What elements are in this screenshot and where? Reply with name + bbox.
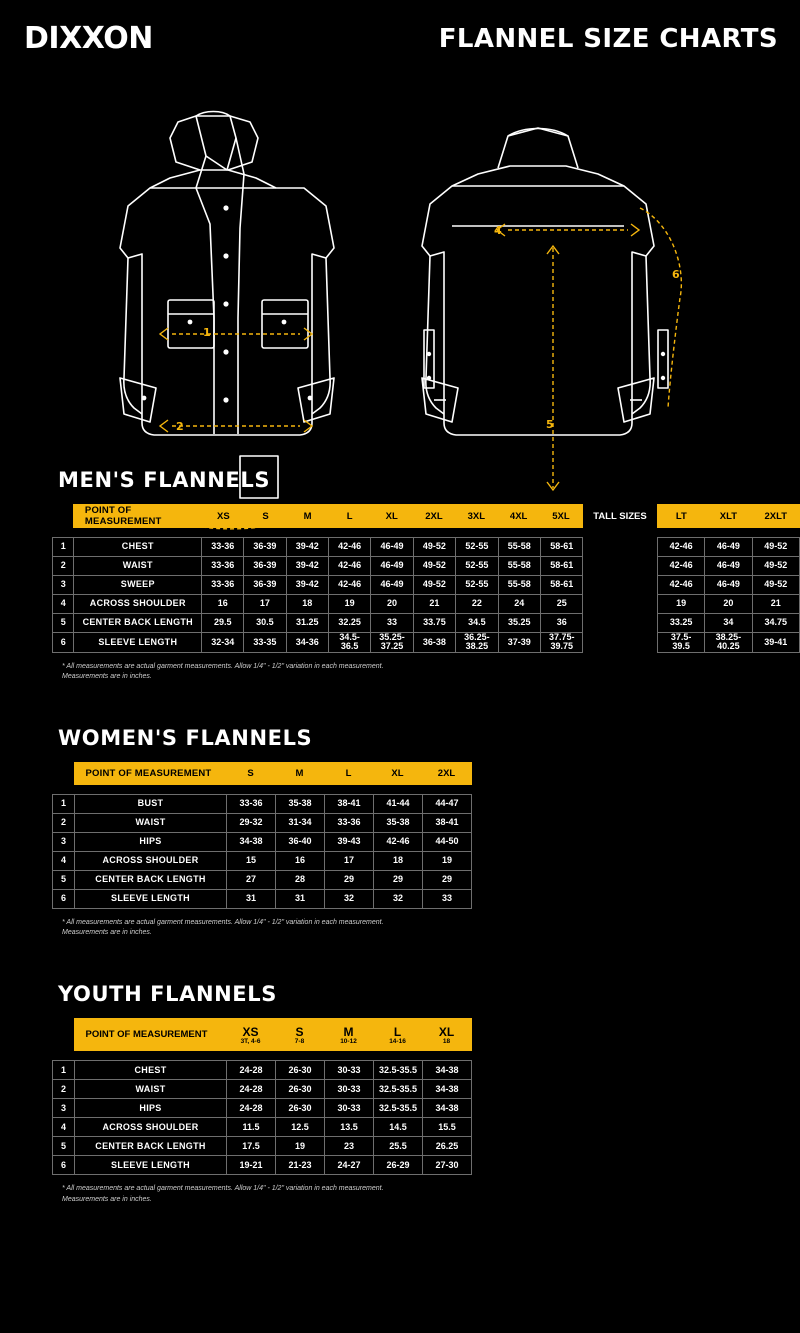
footnote-line-1: * All measurements are actual garment measurements. Allow 1/4" - 1/2" variation in each measurement.	[62, 662, 384, 670]
cell: 35-38	[276, 795, 325, 814]
cell: 36-39	[244, 576, 286, 595]
table-row	[53, 814, 472, 833]
table-row	[53, 1137, 472, 1156]
cell: 18	[286, 595, 328, 614]
cell: 16	[276, 852, 325, 871]
cell: 17	[325, 852, 374, 871]
mens-col-5xl: 5XL	[540, 505, 582, 528]
cell: 52-55	[456, 557, 498, 576]
cell: 29	[374, 871, 423, 890]
mens-col-xlt: XLT	[705, 505, 752, 528]
cell: 39-43	[325, 833, 374, 852]
callout-6: 6	[672, 268, 680, 281]
cell: 21	[752, 595, 799, 614]
row-num: 3	[53, 833, 75, 852]
cell: 38-41	[423, 814, 472, 833]
row-num: 5	[53, 1137, 75, 1156]
cell: 31	[227, 890, 276, 909]
womens-col-2xl: 2XL	[422, 763, 471, 785]
row-num: 4	[53, 595, 74, 614]
cell: 33-36	[202, 538, 244, 557]
table-row	[53, 1080, 472, 1099]
footnote-line-2: Measurements are in inches.	[62, 673, 152, 681]
mens-col-xs: XS	[202, 505, 244, 528]
cell: 23	[325, 1137, 374, 1156]
youth-col-xl	[422, 1019, 471, 1051]
cell: 55-58	[498, 538, 540, 557]
row-label: BUST	[75, 795, 227, 814]
cell: 42-46	[328, 538, 370, 557]
youth-size-label: XS	[242, 1025, 259, 1040]
cell: 46-49	[705, 538, 752, 557]
mens-tall-sizes-header: TALL SIZES	[582, 505, 658, 528]
spacer-cell	[583, 614, 658, 633]
table-row	[53, 1156, 472, 1175]
cell: 42-46	[658, 557, 705, 576]
cell: 38-41	[325, 795, 374, 814]
cell: 39-42	[286, 538, 328, 557]
callout-3: 3	[204, 514, 212, 527]
cell: 42-46	[658, 576, 705, 595]
cell: 24-27	[325, 1156, 374, 1175]
cell: 39-41	[752, 633, 799, 653]
page-title: FLANNEL SIZE CHARTS	[438, 24, 778, 54]
cell: 35.25- 37.25	[371, 633, 413, 653]
cell: 31	[276, 890, 325, 909]
cell: 31.25	[286, 614, 328, 633]
row-num: 2	[53, 557, 74, 576]
row-num: 4	[53, 1118, 75, 1137]
row-label: CHEST	[75, 1061, 227, 1080]
womens-section	[0, 726, 800, 938]
cell: 17	[244, 595, 286, 614]
cell: 29	[325, 871, 374, 890]
youth-age-label: 18	[442, 1038, 451, 1046]
cell: 46-49	[371, 557, 413, 576]
womens-col-pom: POINT OF MEASUREMENT	[74, 763, 226, 785]
youth-size-label: L	[393, 1025, 402, 1040]
youth-age-label: 14-16	[389, 1038, 406, 1046]
cell: 39-42	[286, 557, 328, 576]
mens-title: MEN'S FLANNELS	[58, 468, 271, 492]
table-row	[53, 1118, 472, 1137]
cell: 21	[413, 595, 455, 614]
cell: 32.5-35.5	[374, 1080, 423, 1099]
youth-table	[52, 1060, 472, 1175]
table-row	[53, 833, 472, 852]
table-row	[53, 890, 472, 909]
footnote-line-1: * All measurements are actual garment measurements. Allow 1/4" - 1/2" variation in each measurement.	[62, 1185, 384, 1193]
cell: 49-52	[413, 576, 455, 595]
cell: 49-52	[752, 576, 799, 595]
cell: 20	[705, 595, 752, 614]
spacer-cell	[52, 505, 73, 528]
mens-header-row	[52, 504, 800, 528]
cell: 35-38	[374, 814, 423, 833]
youth-header-row	[52, 1018, 472, 1051]
youth-col-pom: POINT OF MEASUREMENT	[74, 1019, 226, 1051]
womens-col-m: M	[275, 763, 324, 785]
row-label: WAIST	[74, 557, 202, 576]
cell: 42-46	[374, 833, 423, 852]
cell: 33	[423, 890, 472, 909]
mens-col-s: S	[245, 505, 287, 528]
cell: 39-42	[286, 576, 328, 595]
row-num: 3	[53, 1099, 75, 1118]
youth-size-label: XL	[438, 1025, 455, 1040]
cell: 42-46	[328, 576, 370, 595]
cell: 49-52	[752, 557, 799, 576]
cell: 15	[227, 852, 276, 871]
spacer-cell	[52, 763, 74, 785]
cell: 25.5	[374, 1137, 423, 1156]
cell: 46-49	[371, 538, 413, 557]
row-label: ACROSS SHOULDER	[75, 852, 227, 871]
cell: 33.75	[413, 614, 455, 633]
womens-col-xl: XL	[373, 763, 422, 785]
cell: 55-58	[498, 557, 540, 576]
cell: 14.5	[374, 1118, 423, 1137]
cell: 33-35	[244, 633, 286, 653]
cell: 52-55	[456, 576, 498, 595]
cell: 41-44	[374, 795, 423, 814]
youth-section	[0, 982, 800, 1204]
cell: 46-49	[371, 576, 413, 595]
cell: 36-38	[413, 633, 455, 653]
cell: 32.5-35.5	[374, 1061, 423, 1080]
cell: 34-38	[423, 1099, 472, 1118]
row-label: CENTER BACK LENGTH	[74, 614, 202, 633]
youth-col-l	[373, 1019, 422, 1051]
mens-table	[52, 537, 800, 653]
cell: 19	[328, 595, 370, 614]
cell: 26-30	[276, 1061, 325, 1080]
mens-col-lt: LT	[658, 505, 705, 528]
cell: 22	[456, 595, 498, 614]
mens-col-xl: XL	[371, 505, 413, 528]
row-label: WAIST	[75, 814, 227, 833]
cell: 33	[371, 614, 413, 633]
footnote-line-1: * All measurements are actual garment measurements. Allow 1/4" - 1/2" variation in each measurement.	[62, 919, 384, 927]
mens-col-pom: POINT OF MEASUREMENT	[73, 505, 202, 528]
youth-col-m	[324, 1019, 373, 1051]
youth-age-label: 3T, 4-6	[240, 1038, 261, 1046]
cell: 34.75	[752, 614, 799, 633]
cell: 36.25- 38.25	[456, 633, 498, 653]
row-label: CHEST	[74, 538, 202, 557]
womens-title: WOMEN'S FLANNELS	[58, 726, 313, 751]
cell: 27	[227, 871, 276, 890]
cell: 17.5	[227, 1137, 276, 1156]
cell: 58-61	[540, 538, 582, 557]
youth-age-label: 10-12	[340, 1038, 357, 1046]
table-row	[53, 538, 800, 557]
cell: 25	[540, 595, 582, 614]
cell: 30-33	[325, 1080, 374, 1099]
cell: 32	[325, 890, 374, 909]
cell: 34.5	[456, 614, 498, 633]
cell: 58-61	[540, 576, 582, 595]
cell: 20	[371, 595, 413, 614]
table-row	[53, 614, 800, 633]
cell: 35.25	[498, 614, 540, 633]
table-row	[53, 633, 800, 653]
cell: 18	[374, 852, 423, 871]
cell: 26-30	[276, 1080, 325, 1099]
row-num: 6	[53, 633, 74, 653]
cell: 19	[423, 852, 472, 871]
table-row	[53, 595, 800, 614]
row-label: SLEEVE LENGTH	[74, 633, 202, 653]
row-label: CENTER BACK LENGTH	[75, 871, 227, 890]
callout-5: 5	[546, 418, 554, 431]
mens-col-m: M	[287, 505, 329, 528]
cell: 11.5	[227, 1118, 276, 1137]
mens-col-4xl: 4XL	[497, 505, 539, 528]
cell: 26-29	[374, 1156, 423, 1175]
cell: 19	[276, 1137, 325, 1156]
cell: 24-28	[227, 1080, 276, 1099]
row-label: SLEEVE LENGTH	[75, 1156, 227, 1175]
cell: 32-34	[202, 633, 244, 653]
cell: 24	[498, 595, 540, 614]
cell: 30-33	[325, 1099, 374, 1118]
cell: 49-52	[752, 538, 799, 557]
cell: 31-34	[276, 814, 325, 833]
cell: 52-55	[456, 538, 498, 557]
cell: 44-47	[423, 795, 472, 814]
cell: 55-58	[498, 576, 540, 595]
cell: 46-49	[705, 576, 752, 595]
youth-size-label: S	[295, 1025, 304, 1040]
mens-col-l: L	[329, 505, 371, 528]
cell: 28	[276, 871, 325, 890]
womens-header-row	[52, 762, 472, 785]
cell: 33-36	[202, 557, 244, 576]
youth-age-label: 7-8	[294, 1038, 305, 1046]
table-row	[53, 795, 472, 814]
row-num: 2	[53, 814, 75, 833]
row-num: 6	[53, 1156, 75, 1175]
mens-col-2xl: 2XL	[413, 505, 455, 528]
cell: 58-61	[540, 557, 582, 576]
cell: 13.5	[325, 1118, 374, 1137]
cell: 37.5- 39.5	[658, 633, 705, 653]
row-label: ACROSS SHOULDER	[74, 595, 202, 614]
row-label: ACROSS SHOULDER	[75, 1118, 227, 1137]
cell: 16	[202, 595, 244, 614]
womens-col-s: S	[226, 763, 275, 785]
spacer-cell	[583, 557, 658, 576]
table-row	[53, 871, 472, 890]
cell: 21-23	[276, 1156, 325, 1175]
row-label: CENTER BACK LENGTH	[75, 1137, 227, 1156]
table-row	[53, 1099, 472, 1118]
cell: 34-38	[423, 1080, 472, 1099]
cell: 36	[540, 614, 582, 633]
cell: 15.5	[423, 1118, 472, 1137]
cell: 33-36	[202, 576, 244, 595]
mens-section	[0, 468, 800, 682]
table-row	[53, 1061, 472, 1080]
cell: 19-21	[227, 1156, 276, 1175]
row-num: 1	[53, 795, 75, 814]
spacer-cell	[583, 633, 658, 653]
cell: 42-46	[658, 538, 705, 557]
youth-col-s	[275, 1019, 324, 1051]
row-num: 3	[53, 576, 74, 595]
cell: 30.5	[244, 614, 286, 633]
youth-title: YOUTH FLANNELS	[58, 982, 277, 1007]
cell: 27-30	[423, 1156, 472, 1175]
cell: 32.5-35.5	[374, 1099, 423, 1118]
cell: 12.5	[276, 1118, 325, 1137]
cell: 37-39	[498, 633, 540, 653]
dixxon-logo: DIXXON	[24, 21, 153, 56]
mens-col-2xlt: 2XLT	[752, 505, 799, 528]
cell: 26-30	[276, 1099, 325, 1118]
cell: 29-32	[227, 814, 276, 833]
table-row	[53, 576, 800, 595]
callout-2: 2	[176, 420, 184, 433]
mens-footnote	[62, 662, 800, 682]
spacer-cell	[583, 576, 658, 595]
table-row	[53, 557, 800, 576]
womens-footnote	[62, 918, 800, 938]
cell: 34-38	[423, 1061, 472, 1080]
footnote-line-2: Measurements are in inches.	[62, 1195, 152, 1203]
table-row	[53, 852, 472, 871]
row-label: SWEEP	[74, 576, 202, 595]
cell: 26.25	[423, 1137, 472, 1156]
womens-table	[52, 794, 472, 909]
cell: 42-46	[328, 557, 370, 576]
cell: 46-49	[705, 557, 752, 576]
row-label: WAIST	[75, 1080, 227, 1099]
youth-size-label: M	[343, 1025, 354, 1040]
row-label: SLEEVE LENGTH	[75, 890, 227, 909]
cell: 32	[374, 890, 423, 909]
cell: 49-52	[413, 538, 455, 557]
spacer-cell	[583, 595, 658, 614]
cell: 38.25- 40.25	[705, 633, 752, 653]
cell: 34-36	[286, 633, 328, 653]
row-num: 5	[53, 871, 75, 890]
cell: 36-40	[276, 833, 325, 852]
cell: 24-28	[227, 1099, 276, 1118]
row-num: 2	[53, 1080, 75, 1099]
womens-col-l: L	[324, 763, 373, 785]
cell: 34-38	[227, 833, 276, 852]
row-num: 1	[53, 538, 74, 557]
cell: 24-28	[227, 1061, 276, 1080]
callout-1: 1	[203, 326, 211, 339]
cell: 30-33	[325, 1061, 374, 1080]
cell: 19	[658, 595, 705, 614]
page-header	[0, 0, 800, 78]
callout-4: 4	[494, 224, 502, 237]
cell: 32.25	[328, 614, 370, 633]
cell: 49-52	[413, 557, 455, 576]
cell: 29	[423, 871, 472, 890]
row-num: 5	[53, 614, 74, 633]
youth-col-xs	[226, 1019, 275, 1051]
row-label: HIPS	[75, 833, 227, 852]
youth-footnote	[62, 1184, 800, 1204]
cell: 34	[705, 614, 752, 633]
cell: 29.5	[202, 614, 244, 633]
footnote-line-2: Measurements are in inches.	[62, 929, 152, 937]
cell: 33-36	[227, 795, 276, 814]
cell: 37.75- 39.75	[540, 633, 582, 653]
row-num: 6	[53, 890, 75, 909]
mens-col-3xl: 3XL	[455, 505, 497, 528]
spacer-cell	[583, 538, 658, 557]
spacer-cell	[52, 1019, 74, 1051]
row-label: HIPS	[75, 1099, 227, 1118]
row-num: 4	[53, 852, 75, 871]
cell: 33.25	[658, 614, 705, 633]
cell: 33-36	[325, 814, 374, 833]
row-num: 1	[53, 1061, 75, 1080]
cell: 34.5- 36.5	[328, 633, 370, 653]
cell: 44-50	[423, 833, 472, 852]
cell: 36-39	[244, 538, 286, 557]
cell: 36-39	[244, 557, 286, 576]
